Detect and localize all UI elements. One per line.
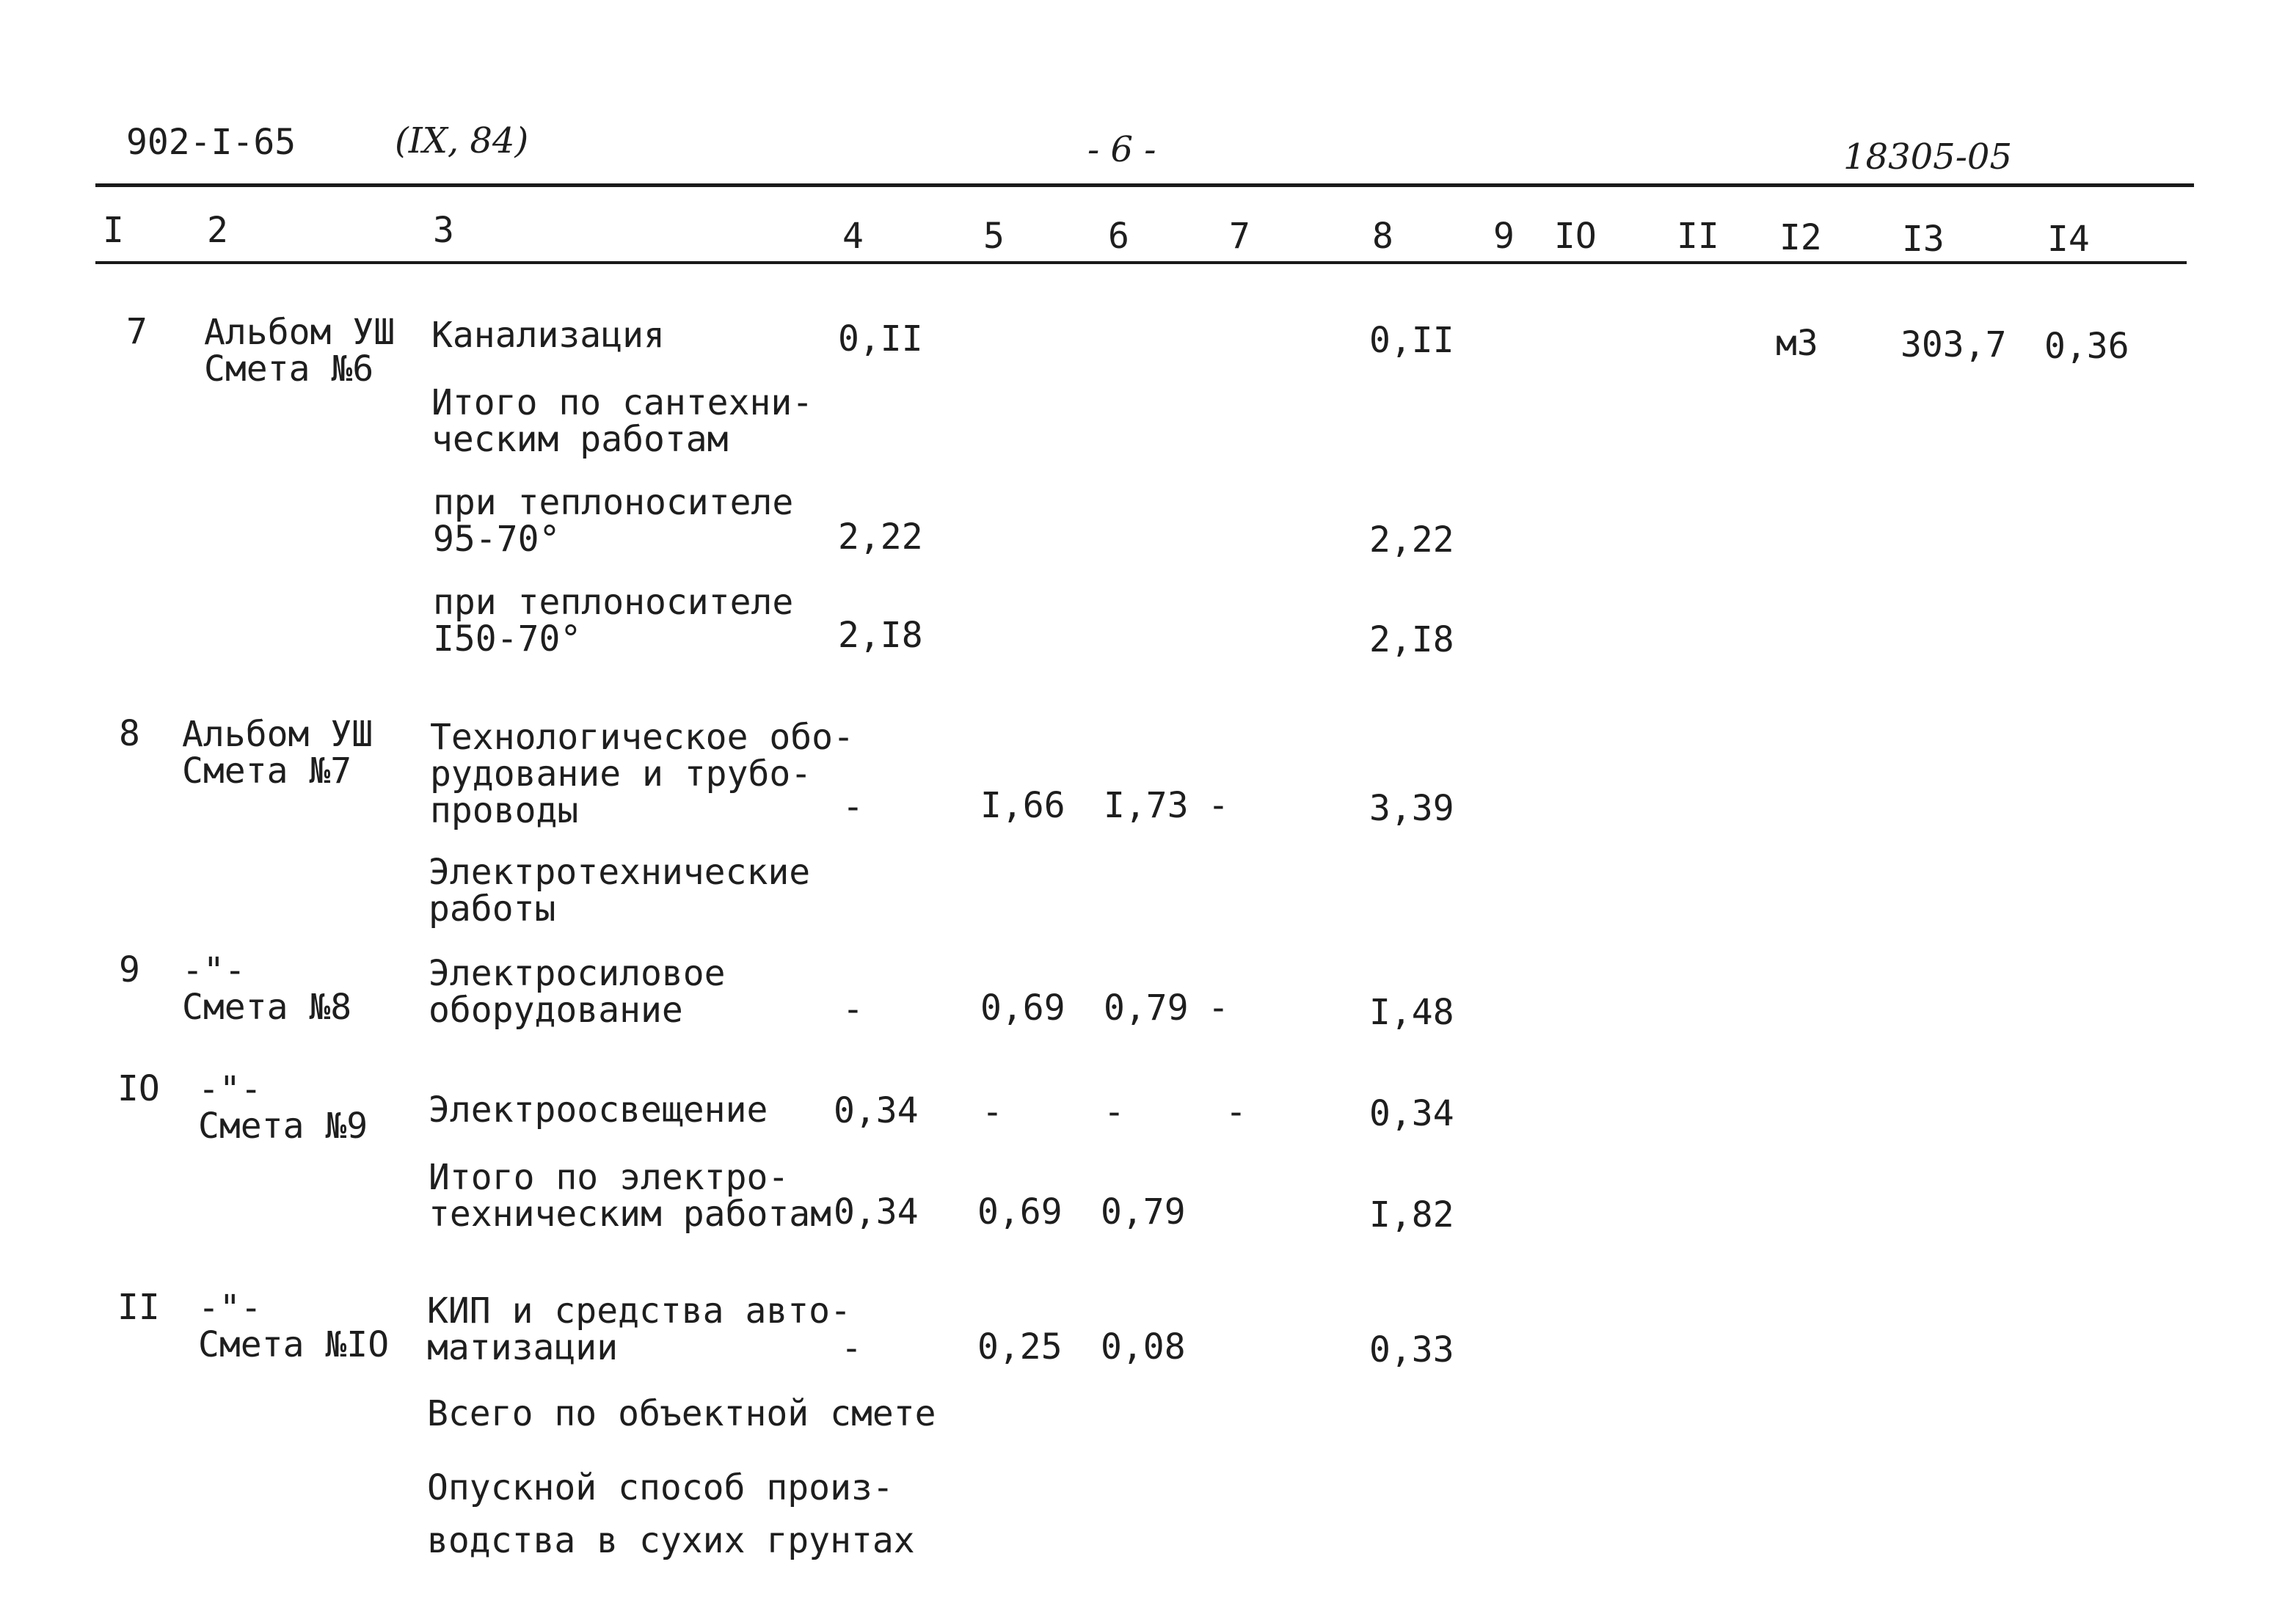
- col-header-6: 6: [1108, 216, 1129, 257]
- header-top-rule: [95, 183, 2194, 187]
- work-name: Итого по сантехни- ческим работам: [431, 382, 814, 460]
- work-name: при теплоносителе I50-70°: [433, 582, 794, 660]
- col7-value: -: [1225, 1092, 1247, 1133]
- col8-value: 0,II: [1369, 320, 1454, 361]
- estimate-source: -"- Смета №IO: [198, 1288, 390, 1365]
- col4-value: 2,22: [838, 516, 923, 558]
- col4-value: -: [842, 786, 864, 828]
- col4-value: 2,I8: [838, 615, 923, 656]
- col-header-14: I4: [2047, 219, 2090, 260]
- work-name: Электротехнические работы: [429, 852, 811, 930]
- work-name: КИП и средства авто- матизации: [427, 1290, 851, 1368]
- col14-value: 0,36: [2044, 326, 2129, 367]
- estimate-source: -"- Смета №9: [198, 1069, 368, 1147]
- estimate-source: Альбом УШ Смета №7: [182, 714, 373, 792]
- col8-value: 3,39: [1369, 788, 1454, 829]
- col13-value: 303,7: [1900, 324, 2007, 365]
- work-name: Всего по объектной смете: [427, 1393, 936, 1434]
- col8-value: 2,I8: [1369, 619, 1454, 660]
- col-header-2: 2: [207, 210, 228, 251]
- col7-value: -: [1208, 785, 1229, 826]
- col5-value: 0,69: [980, 987, 1065, 1029]
- col5-value: -: [982, 1092, 1003, 1133]
- page-number: - 6 -: [1087, 129, 1156, 170]
- col4-value: 0,34: [834, 1090, 919, 1131]
- col-header-13: I3: [1902, 219, 1945, 260]
- col-header-3: 3: [433, 210, 454, 251]
- header-bottom-rule: [95, 261, 2187, 264]
- work-name: Канализация: [431, 315, 665, 356]
- col-header-5: 5: [983, 216, 1005, 257]
- col8-value: 2,22: [1369, 519, 1454, 560]
- col5-value: I,66: [980, 785, 1065, 826]
- col6-value: 0,79: [1104, 987, 1189, 1029]
- col5-value: 0,25: [977, 1326, 1063, 1368]
- col6-value: -: [1104, 1092, 1125, 1133]
- row-number: 8: [119, 713, 140, 754]
- sheet-code: 18305-05: [1843, 136, 2012, 178]
- col4-value: 0,34: [834, 1191, 919, 1233]
- work-name: Опускной способ произ- водства в сухих грунтах: [427, 1467, 915, 1561]
- col5-value: 0,69: [977, 1191, 1063, 1233]
- col-header-12: I2: [1779, 217, 1822, 258]
- col-header-1: I: [103, 210, 124, 251]
- doc-code: 902-I-65: [126, 122, 296, 163]
- row-number: II: [117, 1287, 160, 1328]
- row-number: IO: [117, 1068, 160, 1109]
- col4-value: 0,II: [838, 318, 923, 359]
- estimate-source: -"- Смета №8: [182, 950, 352, 1028]
- unit-value: м3: [1776, 323, 1818, 364]
- col-header-7: 7: [1229, 216, 1250, 257]
- col-header-9: 9: [1493, 216, 1515, 257]
- row-number: 9: [119, 949, 140, 990]
- work-name: Электроосвещение: [429, 1089, 768, 1131]
- col6-value: 0,08: [1101, 1326, 1186, 1368]
- col8-value: 0,34: [1369, 1093, 1454, 1134]
- col7-value: -: [1208, 987, 1229, 1029]
- edition-note: (IX, 84): [395, 120, 529, 161]
- estimate-source: Альбом УШ Смета №6: [204, 312, 396, 390]
- col8-value: I,48: [1369, 992, 1454, 1033]
- col8-value: 0,33: [1369, 1329, 1454, 1370]
- col8-value: I,82: [1369, 1194, 1454, 1235]
- col6-value: 0,79: [1101, 1191, 1186, 1233]
- col4-value: -: [842, 989, 864, 1030]
- work-name: Итого по электро- техническим работам: [429, 1157, 832, 1235]
- row-number: 7: [126, 311, 147, 352]
- col-header-11: II: [1677, 216, 1719, 257]
- col4-value: -: [841, 1328, 862, 1369]
- col-header-10: IO: [1554, 216, 1597, 257]
- col-header-8: 8: [1372, 216, 1393, 257]
- work-name: при теплоносителе 95-70°: [433, 482, 794, 560]
- work-name: Электросиловое оборудование: [429, 953, 726, 1031]
- work-name: Технологическое обо- рудование и трубо- проводы: [430, 717, 854, 831]
- col-header-4: 4: [842, 216, 864, 257]
- col6-value: I,73: [1104, 785, 1189, 826]
